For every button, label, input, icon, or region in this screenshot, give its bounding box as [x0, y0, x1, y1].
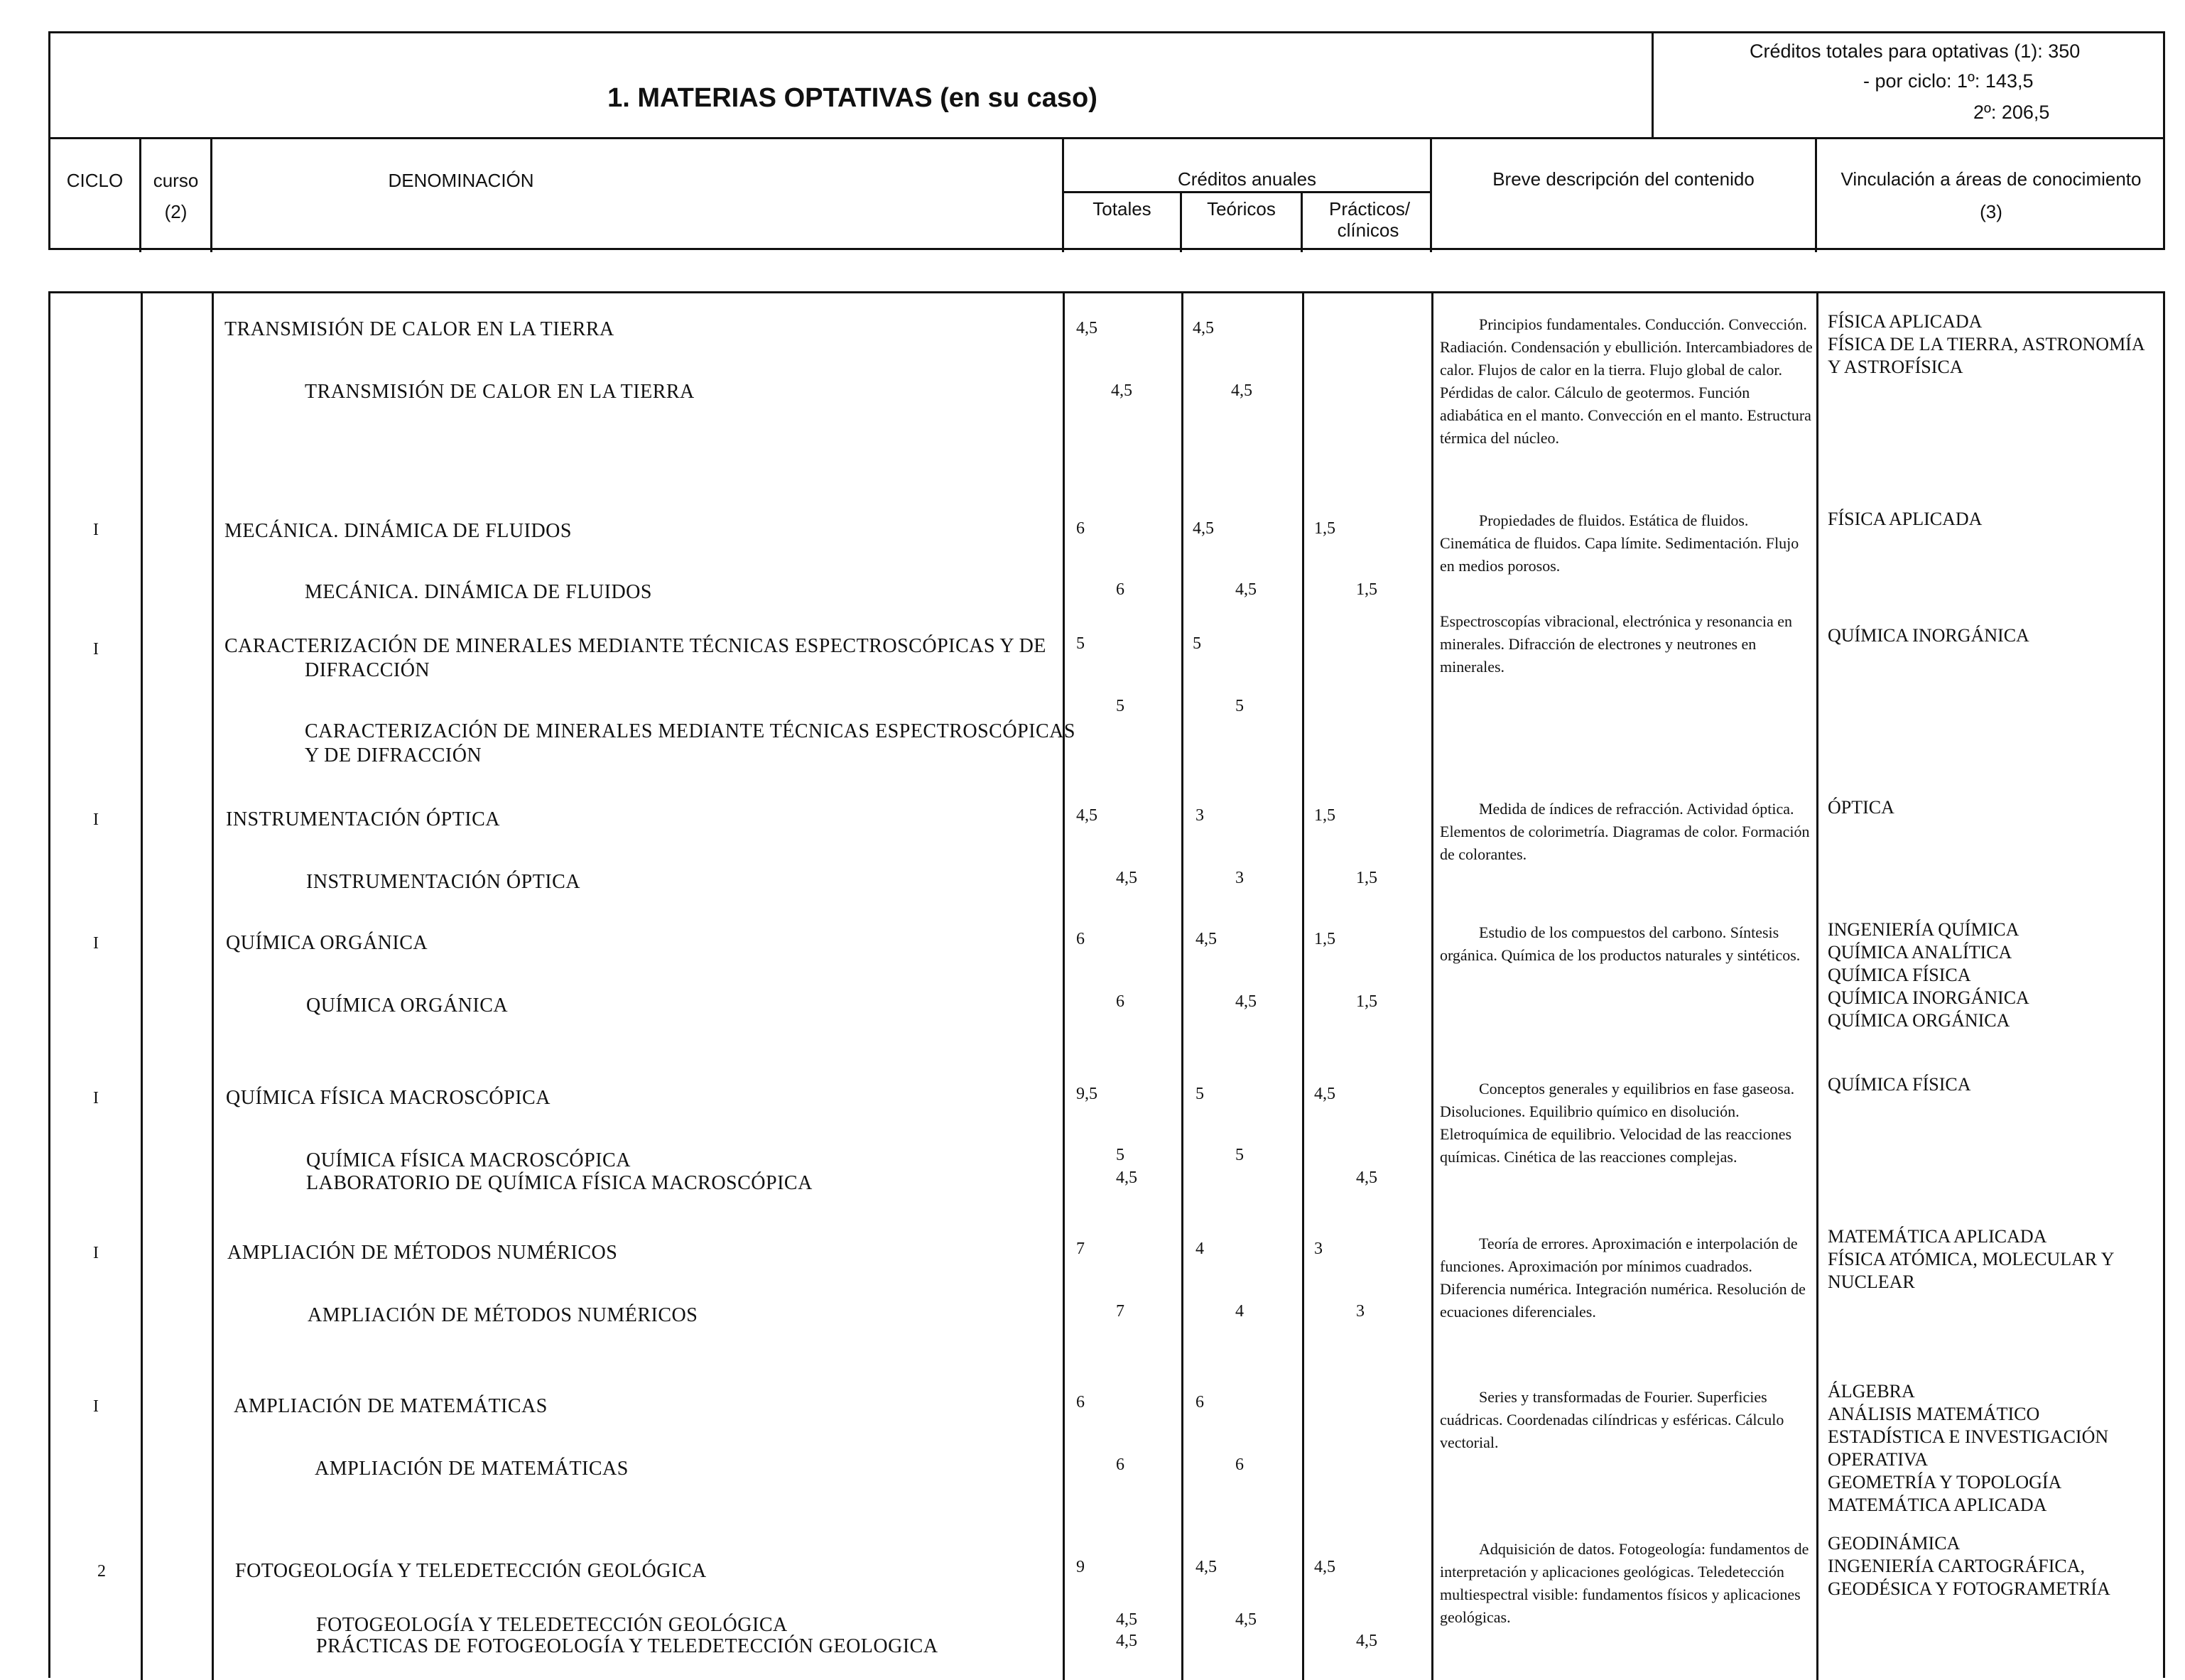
subject-ciclo: I	[93, 1089, 99, 1107]
subsubject-name: AMPLIACIÓN DE MÉTODOS NUMÉRICOS	[308, 1304, 698, 1326]
subject-totales: 5	[1076, 634, 1085, 653]
credits-total: Créditos totales para optativas (1): 350	[1750, 40, 2081, 62]
subject-area: FÍSICA APLICADA	[1828, 509, 1983, 529]
subject-totales: 6	[1076, 519, 1085, 538]
subject-area: QUÍMICA FÍSICA	[1828, 965, 1971, 985]
subject-teoricos: 5	[1193, 634, 1201, 653]
subsubject-teoricos: 5	[1235, 697, 1244, 715]
subject-teoricos: 6	[1195, 1393, 1204, 1411]
col-curso-note: (2)	[164, 201, 188, 222]
subsubject-teoricos: 5	[1235, 1146, 1244, 1164]
subsubject-totales: 4,5	[1111, 381, 1132, 400]
subject-teoricos: 4,5	[1195, 930, 1217, 948]
col-vinculacion-note: (3)	[1980, 201, 2002, 222]
col-practicos-header: Prácticos/ clínicos	[1329, 198, 1411, 241]
subject-practicos: 1,5	[1314, 519, 1335, 538]
subject-area: FÍSICA DE LA TIERRA, ASTRONOMÍA	[1828, 334, 2145, 354]
subsubject-name: TRANSMISIÓN DE CALOR EN LA TIERRA	[305, 381, 695, 403]
page-title: 1. MATERIAS OPTATIVAS (en su caso)	[607, 83, 1097, 113]
subject-area: FÍSICA APLICADA	[1828, 311, 1983, 332]
subject-description: Series y transformadas de Fourier. Superficies cuádricas. Coordenadas cilíndricas y esféricas. Cálculo vectorial.	[1440, 1388, 1784, 1451]
subject-area: Y ASTROFÍSICA	[1828, 357, 1963, 377]
subsubject-totales: 6	[1116, 580, 1124, 599]
subsubject-name: CARACTERIZACIÓN DE MINERALES MEDIANTE TÉCNICAS ESPECTROSCÓPICAS	[305, 720, 1075, 742]
subject-ciclo: I	[93, 811, 99, 829]
subject-practicos: 4,5	[1314, 1085, 1335, 1103]
subsubject-practicos: 1,5	[1356, 869, 1377, 887]
subsubject-name: QUÍMICA ORGÁNICA	[306, 995, 509, 1017]
subject-ciclo: 2	[97, 1562, 106, 1581]
subsubject-name: FOTOGEOLOGÍA Y TELEDETECCIÓN GEOLÓGICA	[316, 1614, 788, 1636]
subject-name: MECÁNICA. DINÁMICA DE FLUIDOS	[224, 520, 572, 542]
subject-description: Teoría de errores. Aproximación e interpolación de funciones. Aproximación por mínimos cuadrados. Diferencia numérica. Integración numérica. Resolución de ecuaciones diferenciales.	[1440, 1235, 1806, 1321]
subject-description: Espectroscopías vibracional, electrónica y resonancia en minerales. Difracción de electrones y neutrones en minerales.	[1440, 612, 1792, 676]
credits-cycle-1: - por ciclo: 1º: 143,5	[1863, 70, 2034, 92]
subject-ciclo: I	[93, 1244, 99, 1262]
subject-area: ÓPTICA	[1828, 797, 1894, 818]
subject-totales: 7	[1076, 1240, 1085, 1258]
subsubject-name: INSTRUMENTACIÓN ÓPTICA	[306, 871, 580, 893]
subsubject-totales: 4,5	[1116, 869, 1137, 887]
subject-area: FÍSICA ATÓMICA, MOLECULAR Y	[1828, 1249, 2115, 1269]
header-title-row	[50, 33, 2163, 139]
subsubject-practicos: 4,5	[1356, 1632, 1377, 1650]
subsubject-totales: 6	[1116, 1456, 1124, 1474]
subject-totales: 4,5	[1076, 806, 1097, 825]
subject-ciclo: I	[93, 640, 99, 659]
subject-area: QUÍMICA ORGÁNICA	[1828, 1010, 2010, 1031]
subsubject-practicos: 4,5	[1356, 1169, 1377, 1187]
subject-practicos: 1,5	[1314, 930, 1335, 948]
subject-area: MATEMÁTICA APLICADA	[1828, 1226, 2047, 1247]
subject-description: Propiedades de fluidos. Estática de fluidos. Cinemática de fluidos. Capa límite. Sedimentación. Flujo en medios porosos.	[1440, 511, 1799, 575]
subject-totales: 6	[1076, 1393, 1085, 1411]
subject-name: AMPLIACIÓN DE MÉTODOS NUMÉRICOS	[227, 1242, 618, 1264]
subject-ciclo: I	[93, 934, 99, 953]
subsubject-name: PRÁCTICAS DE FOTOGEOLOGÍA Y TELEDETECCIÓN GEOLOGICA	[316, 1635, 938, 1657]
col-vinculacion-header: Vinculación a áreas de conocimiento	[1840, 168, 2142, 190]
subsubject-teoricos: 3	[1235, 869, 1244, 887]
subsubject-totales: 4,5	[1116, 1169, 1137, 1187]
subsubject-totales: 6	[1116, 992, 1124, 1011]
subject-name: INSTRUMENTACIÓN ÓPTICA	[226, 808, 500, 830]
subject-totales: 9	[1076, 1558, 1085, 1576]
subject-name: QUÍMICA FÍSICA MACROSCÓPICA	[226, 1087, 551, 1109]
subject-teoricos: 4	[1195, 1240, 1204, 1258]
col-descripcion-header: Breve descripción del contenido	[1492, 168, 1755, 190]
subject-name-cont: DIFRACCIÓN	[305, 659, 430, 681]
subject-area: ESTADÍSTICA E INVESTIGACIÓN	[1828, 1426, 2109, 1447]
subsubject-name: MECÁNICA. DINÁMICA DE FLUIDOS	[305, 581, 652, 603]
subsubject-teoricos: 4,5	[1235, 992, 1257, 1011]
subject-area: INGENIERÍA QUÍMICA	[1828, 919, 2019, 940]
subject-area: GEODÉSICA Y FOTOGRAMETRÍA	[1828, 1578, 2110, 1599]
subjects-table	[48, 291, 2165, 1678]
col-curso-header: curso	[153, 170, 199, 191]
subject-teoricos: 4,5	[1193, 319, 1214, 337]
col-denominacion-header: DENOMINACIÓN	[388, 170, 534, 191]
subject-name: TRANSMISIÓN DE CALOR EN LA TIERRA	[224, 318, 614, 340]
subsubject-totales: 5	[1116, 697, 1124, 715]
subject-description: Medida de índices de refracción. Actividad óptica. Elementos de colorimetría. Diagramas de color. Formación de colorantes.	[1440, 800, 1810, 863]
subsubject-practicos: 1,5	[1356, 992, 1377, 1011]
subsubject-teoricos: 4,5	[1235, 580, 1257, 599]
subject-teoricos: 4,5	[1193, 519, 1214, 538]
credits-cycle-2: 2º: 206,5	[1973, 102, 2050, 123]
subsubject-teoricos: 4,5	[1231, 381, 1252, 400]
col-totales-header: Totales	[1092, 198, 1151, 220]
col-creditos-header: Créditos anuales	[1177, 168, 1317, 190]
subject-description: Estudio de los compuestos del carbono. Síntesis orgánica. Química de los productos naturales y sintéticos.	[1440, 923, 1801, 964]
subject-totales: 4,5	[1076, 319, 1097, 337]
subject-ciclo: I	[93, 521, 99, 539]
subject-description: Conceptos generales y equilibrios en fase gaseosa. Disoluciones. Equilibrio químico en disolución. Eletroquímica de equilibrio. Velocidad de las reacciones químicas. Cinética de las reacciones complejas.	[1440, 1080, 1795, 1166]
subject-name: FOTOGEOLOGÍA Y TELEDETECCIÓN GEOLÓGICA	[235, 1560, 707, 1582]
subject-area: GEOMETRÍA Y TOPOLOGÍA	[1828, 1472, 2062, 1492]
subsubject-name-cont: Y DE DIFRACCIÓN	[305, 744, 482, 766]
credits-summary	[1652, 33, 2165, 137]
subject-practicos: 1,5	[1314, 806, 1335, 825]
subject-area: NUCLEAR	[1828, 1272, 1915, 1292]
subject-name: QUÍMICA ORGÁNICA	[226, 932, 428, 954]
subsubject-practicos: 3	[1356, 1302, 1365, 1321]
subsubject-teoricos: 6	[1235, 1456, 1244, 1474]
subject-area: INGENIERÍA CARTOGRÁFICA,	[1828, 1556, 2085, 1576]
subject-teoricos: 5	[1195, 1085, 1204, 1103]
subject-teoricos: 3	[1195, 806, 1204, 825]
subject-area: MATEMÁTICA APLICADA	[1828, 1495, 2047, 1515]
subject-description: Adquisición de datos. Fotogeología: fundamentos de interpretación y aplicaciones geológicas. Teledetección multiespectral visible: fundamentos físicos y aplicaciones geológicas.	[1440, 1540, 1809, 1626]
subject-practicos: 4,5	[1314, 1558, 1335, 1576]
subsubject-teoricos: 4,5	[1235, 1610, 1257, 1629]
subject-area: OPERATIVA	[1828, 1449, 1929, 1470]
subsubject-totales: 4,5	[1116, 1632, 1137, 1650]
subject-area: ÁLGEBRA	[1828, 1381, 1915, 1402]
subsubject-name: AMPLIACIÓN DE MATEMÁTICAS	[315, 1458, 629, 1480]
subject-area: ANÁLISIS MATEMÁTICO	[1828, 1404, 2040, 1424]
subject-area: QUÍMICA INORGÁNICA	[1828, 987, 2029, 1008]
subsubject-name: QUÍMICA FÍSICA MACROSCÓPICA	[306, 1149, 631, 1171]
subsubject-totales: 5	[1116, 1146, 1124, 1164]
subject-area: QUÍMICA ANALÍTICA	[1828, 942, 2012, 963]
subject-area: QUÍMICA INORGÁNICA	[1828, 625, 2029, 646]
header-table	[48, 31, 2165, 250]
subsubject-practicos: 1,5	[1356, 580, 1377, 599]
subject-name: AMPLIACIÓN DE MATEMÁTICAS	[234, 1395, 548, 1417]
subsubject-name: LABORATORIO DE QUÍMICA FÍSICA MACROSCÓPICA	[306, 1172, 813, 1194]
subject-area: QUÍMICA FÍSICA	[1828, 1074, 1971, 1095]
subject-description: Principios fundamentales. Conducción. Convección. Radiación. Condensación y ebullición. Intercambiadores de calor. Flujos de calor en la tierra. Flujo global de calor. Pérdidas de calor. Cálculo de geotermos. Función adiabática en el manto. Convección en el manto. Estructura térmica del núcleo.	[1440, 315, 1813, 447]
col-ciclo-header: CICLO	[66, 170, 124, 191]
subsubject-totales: 7	[1116, 1302, 1124, 1321]
subject-teoricos: 4,5	[1195, 1558, 1217, 1576]
subject-ciclo: I	[93, 1397, 99, 1416]
subsubject-totales: 4,5	[1116, 1610, 1137, 1629]
subject-totales: 9,5	[1076, 1085, 1097, 1103]
col-teoricos-header: Teóricos	[1207, 198, 1276, 220]
subject-name: CARACTERIZACIÓN DE MINERALES MEDIANTE TÉCNICAS ESPECTROSCÓPICAS Y DE	[224, 635, 1046, 657]
subsubject-teoricos: 4	[1235, 1302, 1244, 1321]
subject-totales: 6	[1076, 930, 1085, 948]
subject-area: GEODINÁMICA	[1828, 1533, 1961, 1554]
subject-practicos: 3	[1314, 1240, 1323, 1258]
